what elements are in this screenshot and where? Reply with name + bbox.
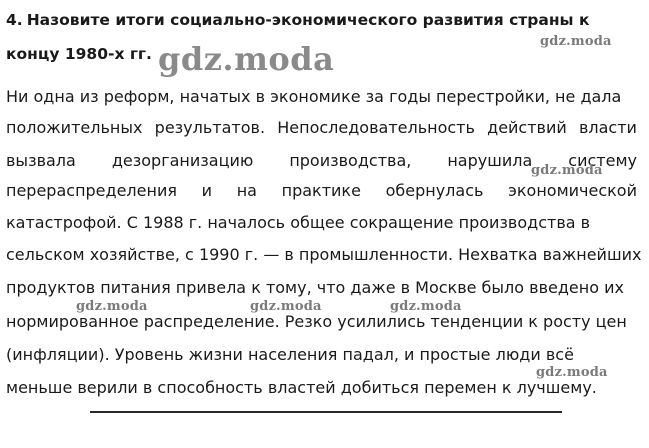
question-title-line-1: Назовите итоги социально-экономического развития страны к [26,11,590,29]
answer-line-6 [6,244,642,266]
answer-text: продуктов питания привела к тому, что даже в Москве было введено их [6,278,624,297]
question-title-line-2: концу 1980-х гг. [6,45,152,63]
answer-word: власти [578,118,637,137]
answer-word: положительных [6,118,143,137]
answer-line-4 [6,180,637,202]
watermark: gdz.moda [76,299,148,314]
watermark: gdz.moda [540,34,612,49]
answer-word: экономической [508,181,637,200]
answer-text: Ни одна из реформ, начатых в экономике за годы перестройки, не дала [6,87,622,106]
watermark: gdz.moda [390,299,462,314]
watermark: gdz.moda [531,163,603,178]
question-heading-continued [6,44,152,64]
answer-word: нарушила [447,151,533,170]
answer-text: катастрофой. С 1988 г. началось общее сокращение производства в [6,213,591,232]
answer-line-9 [6,344,637,366]
question-number: 4. [6,11,23,29]
answer-word: производства, [289,151,412,170]
answer-word: практике [281,181,361,200]
question-heading [6,10,589,30]
watermark-large: gdz.moda [158,40,335,78]
answer-text: нормированное распределение. Резко усилились тенденции к росту цен [6,312,627,331]
watermark: gdz.moda [536,365,608,380]
answer-word: дезорганизацию [111,151,254,170]
divider-line [90,411,562,413]
answer-text: сельском хозяйстве, с 1990 г. — в промышленности. Нехватка важнейших [6,245,642,264]
answer-line-1 [6,86,637,108]
answer-word: Непоследовательность [277,118,475,137]
answer-word: и [201,181,213,200]
answer-word: действий [487,118,567,137]
answer-line-7 [6,277,637,299]
answer-word: систему [568,151,637,170]
answer-line-10 [6,377,637,399]
answer-text: (инфляции). Уровень жизни населения падал, и простые люди всё [6,345,574,364]
answer-line-5 [6,212,637,234]
answer-line-8 [6,311,637,333]
watermark: gdz.moda [250,299,322,314]
answer-word: вызвала [6,151,76,170]
answer-word: обернулась [385,181,484,200]
answer-word: на [236,181,257,200]
answer-word: результатов. [154,118,266,137]
answer-word: перераспределения [6,181,177,200]
answer-line-2 [6,117,637,139]
answer-text: меньше верили в способность властей добиться перемен к лучшему. [6,378,597,397]
